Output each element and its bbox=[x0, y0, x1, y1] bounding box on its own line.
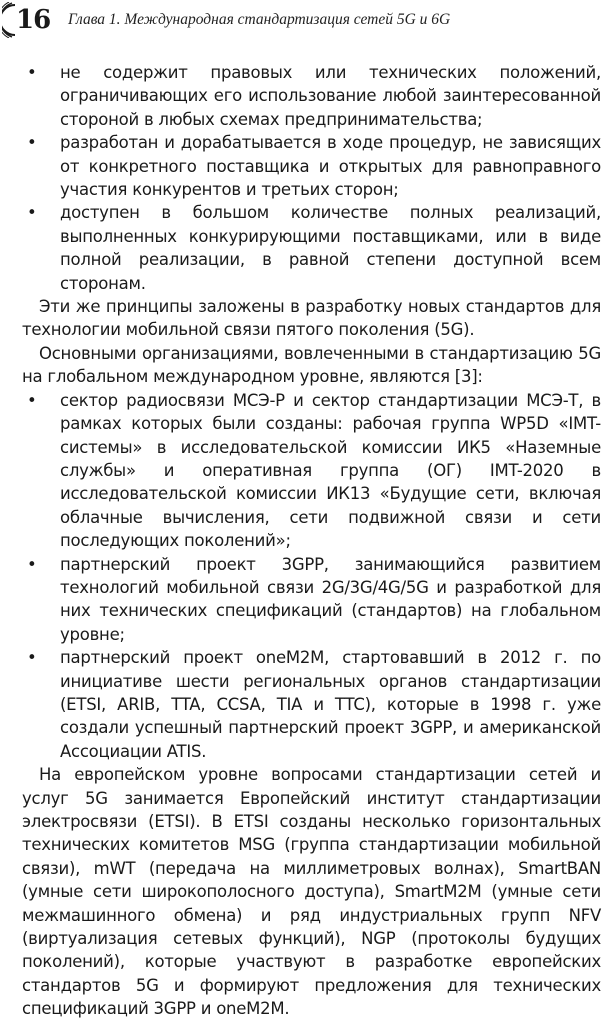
list-item-text: доступен в большом количестве полных реализаций, выполненных конкурирующими поставщиками, или в виде полной реализации, в равной степени доступной всем сторонам. bbox=[60, 203, 601, 293]
paragraph: Эти же принципы заложены в разработку новых стандартов для технологии мобильной связи пятого поколения (5G). bbox=[22, 297, 601, 340]
running-title: Глава 1. Международная стандартизация сетей 5G и 6G bbox=[68, 11, 451, 28]
page-header bbox=[0, 0, 611, 40]
page-number-badge bbox=[2, 2, 52, 38]
bullet: • bbox=[27, 648, 37, 668]
paragraph: Основными организациями, вовлеченными в стандартизацию 5G на глобальном международном уровне, являются [3]: bbox=[22, 343, 601, 387]
page-body bbox=[22, 61, 601, 1021]
list-item bbox=[22, 553, 601, 647]
list-item bbox=[22, 61, 601, 131]
list-item-text: не содержит правовых или технических положений, ограничивающих его использование любой заинтересованной стороной в любых схемах предпринимательства; bbox=[60, 63, 601, 129]
bullet: • bbox=[27, 390, 37, 410]
list-item bbox=[22, 646, 601, 763]
list-item bbox=[22, 389, 601, 553]
list-item bbox=[22, 201, 601, 295]
list-item-text: партнерский проект oneM2M, стартовавший в 2012 г. по инициативе шести региональных органов стандартизации (ETSI, ARIB, TTA, CCSA, TIA и TTC), которые в 1998 г. уже создали успешный партнерский проект 3GPP, и американской Ассоциации ATIS. bbox=[60, 648, 601, 761]
paragraph: На европейском уровне вопросами стандартизации сетей и услуг 5G занимается Европейский институт стандартизации электросвязи (ETSI). В ETSI созданы несколько горизонтальных технических комитетов MSG (группа стандартизации мобильной связи), mWT (передача на миллиметровых волнах), SmartBAN (умные сети широкополосного доступа), SmartM2M (умные сети межмашинного обмена) и ряд индустриальных групп NFV (виртуализация сетевых функций), NGP (протоколы будущих поколений), которые участвуют в разработке европейских стандартов 5G и формируют предложения для технических спецификаций 3GPP и oneM2M. bbox=[22, 765, 601, 1019]
list-item-text: разработан и дорабатывается в ходе процедур, не зависящих от конкретного поставщика и открытых для равноправного участия конкурентов и третьих сторон; bbox=[60, 133, 601, 200]
bullet: • bbox=[27, 203, 37, 223]
list-item-text: партнерский проект 3GPP, занимающийся развитием технологий мобильной связи 2G/3G/4G/5G и разработкой для них технических спецификаций (стандартов) на глобальном уровне; bbox=[60, 554, 601, 644]
organizations-list bbox=[22, 389, 601, 764]
bullet: • bbox=[27, 63, 37, 82]
list-item-text: сектор радиосвязи МСЭ-Р и сектор стандартизации МСЭ-Т, в рамках которых были созданы: рабочая группа WP5D «IMT-системы» в исследовательской комиссии ИК5 «Наземные службы» и оперативная группа (ОГ) IMT-2020 в исследовательской комиссии ИК13 «Будущие сети, включая облачные вычисления, сети подвижной связи и сети последующих поколений»; bbox=[60, 390, 601, 551]
criteria-list bbox=[22, 61, 601, 295]
bullet: • bbox=[27, 554, 37, 574]
bullet: • bbox=[27, 133, 37, 153]
page-number: 16 bbox=[16, 5, 51, 35]
list-item bbox=[22, 131, 601, 201]
